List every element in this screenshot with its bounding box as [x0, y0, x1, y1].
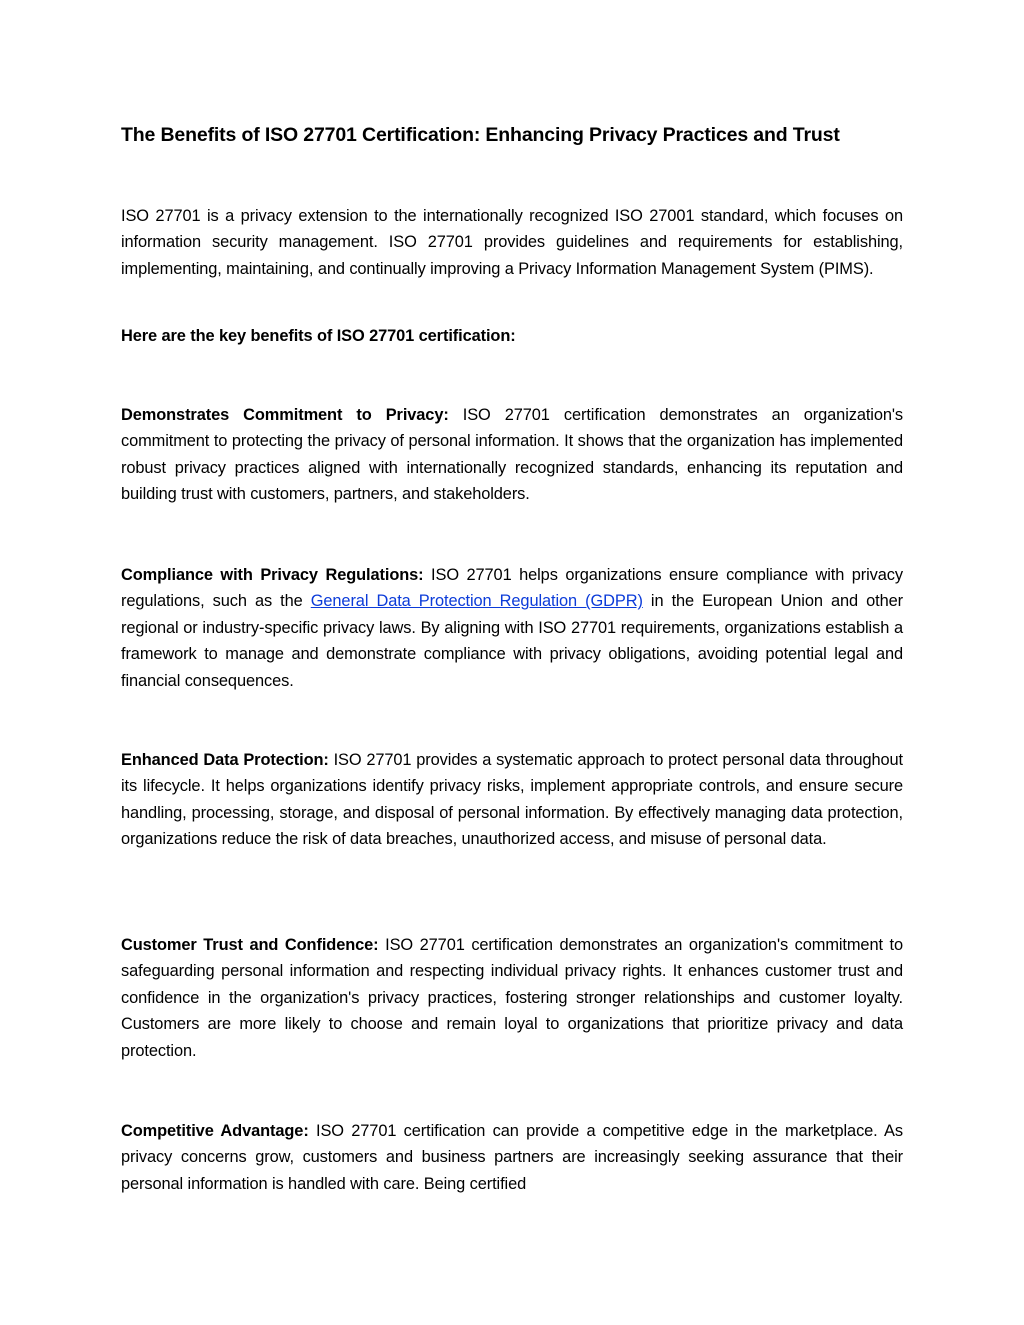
benefit-customer-trust-term: Customer Trust and Confidence: — [121, 936, 379, 954]
benefit-customer-trust-paragraph — [121, 932, 903, 1064]
benefit-compliance-text-after: in the European Union and other regional or industry-specific privacy laws. By aligning with ISO 27701 requirements, organizations establish a framework to manage and demonstrate compliance with privacy obligations, avoiding potential legal and financial consequences. — [121, 592, 903, 690]
benefit-competitive-paragraph — [121, 1118, 903, 1197]
benefits-lead-in: Here are the key benefits of ISO 27701 certification: — [121, 327, 516, 345]
gdpr-link[interactable]: General Data Protection Regulation (GDPR) — [310, 592, 643, 611]
benefit-data-protection-text: ISO 27701 provides a systematic approach to protect personal data throughout its lifecycle. It helps organizations identify privacy risks, implement appropriate controls, and ensure secure handling, processing, storage, and disposal of personal information. By effectively managing data protection, organizations reduce the risk of data breaches, unauthorized access, and misuse of personal data. — [121, 751, 903, 849]
benefit-commitment-term: Demonstrates Commitment to Privacy: — [121, 406, 449, 424]
benefit-compliance-text-before: ISO 27701 helps organizations ensure compliance with privacy regulations, such as the — [121, 566, 903, 611]
benefit-customer-trust-text: ISO 27701 certification demonstrates an organization's commitment to safeguarding personal information and respecting individual privacy rights. It enhances customer trust and confidence in the organization's privacy practices, fostering stronger relationships and customer loyalty. Customers are more likely to choose and remain loyal to organizations that prioritize privacy and data protection. — [121, 936, 903, 1060]
benefit-data-protection-paragraph — [121, 747, 903, 853]
benefit-competitive-text: ISO 27701 certification can provide a competitive edge in the marketplace. As privacy concerns grow, customers and business partners are increasingly seeking assurance that their personal information is handled with care. Being certified — [121, 1122, 903, 1193]
benefit-commitment-text: ISO 27701 certification demonstrates an organization's commitment to protecting the privacy of personal information. It shows that the organization has implemented robust privacy practices aligned with internationally recognized standards, enhancing its reputation and building trust with customers, partners, and stakeholders. — [121, 406, 903, 504]
document-title: The Benefits of ISO 27701 Certification: Enhancing Privacy Practices and Trust — [121, 124, 840, 146]
benefit-compliance-term: Compliance with Privacy Regulations: — [121, 566, 424, 584]
benefit-data-protection-term: Enhanced Data Protection: — [121, 751, 329, 769]
benefit-commitment-paragraph — [121, 402, 903, 508]
benefit-compliance-paragraph — [121, 562, 903, 694]
benefit-competitive-term: Competitive Advantage: — [121, 1122, 309, 1140]
intro-paragraph: ISO 27701 is a privacy extension to the internationally recognized ISO 27001 standard, which focuses on information security management. ISO 27701 provides guidelines and requirements for establishing, implementing, maintaining, and continually improving a Privacy Information Management System (PIMS). — [121, 207, 903, 278]
